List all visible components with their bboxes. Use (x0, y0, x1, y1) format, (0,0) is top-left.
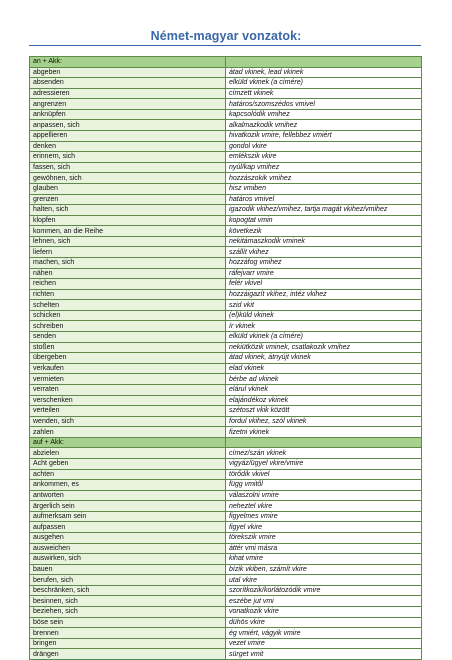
hungarian-meaning-cell: vonatkozik vkire (226, 607, 422, 618)
german-verb-cell: denken (30, 141, 226, 152)
german-verb-cell: abzielen (30, 448, 226, 459)
german-verb-cell: böse sein (30, 617, 226, 628)
hungarian-meaning-cell: szid vkit (226, 300, 422, 311)
hungarian-meaning-cell: nekiütközik vminek, csatlakozik vmihez (226, 342, 422, 353)
section-heading-blank (226, 437, 422, 448)
hungarian-meaning-cell: sürget vmit (226, 649, 422, 660)
hungarian-meaning-cell: átad vkinek, átnyújt vkinek (226, 353, 422, 364)
german-verb-cell: drängen (30, 649, 226, 660)
table-row (30, 257, 422, 268)
hungarian-meaning-cell: hivatkozik vmire, fellebbez vmiért (226, 131, 422, 142)
german-verb-cell: reichen (30, 279, 226, 290)
hungarian-meaning-cell: elküld vkinek (a címére) (226, 332, 422, 343)
table-row (30, 141, 422, 152)
hungarian-meaning-cell: fizetni vkinek (226, 427, 422, 438)
title-divider (29, 45, 421, 46)
german-verb-cell: fassen, sich (30, 162, 226, 173)
german-verb-cell: beschränken, sich (30, 585, 226, 596)
hungarian-meaning-cell: alkalmazkodik vmihez (226, 120, 422, 131)
table-row (30, 554, 422, 565)
table-row (30, 564, 422, 575)
hungarian-meaning-cell: hozzászokik vmihez (226, 173, 422, 184)
table-row (30, 109, 422, 120)
hungarian-meaning-cell: vezet vmire (226, 638, 422, 649)
table-row (30, 332, 422, 343)
german-verb-cell: schreiben (30, 321, 226, 332)
german-verb-cell: verkaufen (30, 363, 226, 374)
hungarian-meaning-cell: nekitámaszkodik vminek (226, 236, 422, 247)
table-row (30, 120, 422, 131)
hungarian-meaning-cell: gondol vkire (226, 141, 422, 152)
hungarian-meaning-cell: kihat vmire (226, 554, 422, 565)
hungarian-meaning-cell: válaszolni vmire (226, 490, 422, 501)
german-verb-cell: ärgerlich sein (30, 501, 226, 512)
german-verb-cell: machen, sich (30, 257, 226, 268)
german-verb-cell: übergeben (30, 353, 226, 364)
german-verb-cell: erinnern, sich (30, 152, 226, 163)
hungarian-meaning-cell: bízik vkiben, számít vkire (226, 564, 422, 575)
section-heading: auf + Akk: (30, 437, 226, 448)
table-row (30, 480, 422, 491)
table-row (30, 78, 422, 89)
german-verb-cell: brennen (30, 628, 226, 639)
table-row (30, 310, 422, 321)
hungarian-meaning-cell: eszébe jut vmi (226, 596, 422, 607)
hungarian-meaning-cell: elajándékoz vkinek (226, 395, 422, 406)
hungarian-meaning-cell: hozzáfog vmihez (226, 257, 422, 268)
hungarian-meaning-cell: felér vkivel (226, 279, 422, 290)
table-row (30, 363, 422, 374)
table-row (30, 342, 422, 353)
table-row (30, 458, 422, 469)
table-row (30, 585, 422, 596)
german-verb-cell: achten (30, 469, 226, 480)
table-row (30, 617, 422, 628)
hungarian-meaning-cell: ég vmiért, vágyik vmire (226, 628, 422, 639)
hungarian-meaning-cell: törődik vkivel (226, 469, 422, 480)
german-verb-cell: lehnen, sich (30, 236, 226, 247)
german-verb-cell: aufmerksam sein (30, 511, 226, 522)
table-row (30, 384, 422, 395)
german-verb-cell: zahlen (30, 427, 226, 438)
table-row (30, 321, 422, 332)
table-row (30, 501, 422, 512)
table-row (30, 173, 422, 184)
hungarian-meaning-cell: elárul vkinek (226, 384, 422, 395)
table-row (30, 268, 422, 279)
table-row (30, 247, 422, 258)
hungarian-meaning-cell: fordul vkihez, szól vkinek (226, 416, 422, 427)
hungarian-meaning-cell: elküld vkinek (a címére) (226, 78, 422, 89)
table-row (30, 649, 422, 660)
german-verb-cell: besinnen, sich (30, 596, 226, 607)
german-verb-cell: abgeben (30, 67, 226, 78)
hungarian-meaning-cell: emlékszik vkire (226, 152, 422, 163)
table-row (30, 131, 422, 142)
german-verb-cell: berufen, sich (30, 575, 226, 586)
german-verb-cell: wenden, sich (30, 416, 226, 427)
hungarian-meaning-cell: ír vkinek (226, 321, 422, 332)
table-row (30, 533, 422, 544)
table-row (30, 67, 422, 78)
hungarian-meaning-cell: figyel vkire (226, 522, 422, 533)
german-verb-cell: gewöhnen, sich (30, 173, 226, 184)
table-row (30, 152, 422, 163)
german-verb-cell: bringen (30, 638, 226, 649)
german-verb-cell: kommen, an die Reihe (30, 226, 226, 237)
table-row (30, 575, 422, 586)
table-row (30, 469, 422, 480)
table-row (30, 374, 422, 385)
german-verb-cell: beziehen, sich (30, 607, 226, 618)
german-verb-cell: liefern (30, 247, 226, 258)
table-row (30, 628, 422, 639)
hungarian-meaning-cell: hozzáigazít vkihez, intéz vkihez (226, 289, 422, 300)
hungarian-meaning-cell: kopogtat vmin (226, 215, 422, 226)
german-verb-cell: angrenzen (30, 99, 226, 110)
section-header-row (30, 57, 422, 68)
table-row (30, 215, 422, 226)
german-verb-cell: nähen (30, 268, 226, 279)
table-row (30, 448, 422, 459)
german-verb-cell: grenzen (30, 194, 226, 205)
hungarian-meaning-cell: szorítkozik/korlátozódik vmire (226, 585, 422, 596)
table-row (30, 416, 422, 427)
table-row (30, 183, 422, 194)
hungarian-meaning-cell: bérbe ad vkinek (226, 374, 422, 385)
hungarian-meaning-cell: függ vmitől (226, 480, 422, 491)
hungarian-meaning-cell: igazodik vkihez/vmihez, tartja magát vkihez/vmihez (226, 205, 422, 216)
table-row (30, 289, 422, 300)
table-row (30, 226, 422, 237)
hungarian-meaning-cell: nyúl/kap vmihez (226, 162, 422, 173)
german-verb-cell: anknüpfen (30, 109, 226, 120)
section-header-row (30, 437, 422, 448)
table-row (30, 395, 422, 406)
hungarian-meaning-cell: neheztel vkire (226, 501, 422, 512)
table-row (30, 596, 422, 607)
german-verb-cell: ankommen, es (30, 480, 226, 491)
german-verb-cell: halten, sich (30, 205, 226, 216)
german-verb-cell: schicken (30, 310, 226, 321)
hungarian-meaning-cell: címzett vkinek (226, 88, 422, 99)
hungarian-meaning-cell: ráfejvarr vmire (226, 268, 422, 279)
table-row (30, 194, 422, 205)
german-verb-cell: schelten (30, 300, 226, 311)
hungarian-meaning-cell: kapcsolódik vmihez (226, 109, 422, 120)
hungarian-meaning-cell: vigyáz/ügyel vkire/vmire (226, 458, 422, 469)
german-verb-cell: bauen (30, 564, 226, 575)
hungarian-meaning-cell: dühös vkire (226, 617, 422, 628)
hungarian-meaning-cell: figyelmes vmire (226, 511, 422, 522)
german-verb-cell: anpassen, sich (30, 120, 226, 131)
hungarian-meaning-cell: következik (226, 226, 422, 237)
german-verb-cell: richten (30, 289, 226, 300)
table-row (30, 511, 422, 522)
german-verb-cell: stoßen (30, 342, 226, 353)
hungarian-meaning-cell: átad vkinek, lead vkinek (226, 67, 422, 78)
table-row (30, 406, 422, 417)
section-heading-blank (226, 57, 422, 68)
table-row (30, 88, 422, 99)
german-verb-cell: adressieren (30, 88, 226, 99)
table-row (30, 607, 422, 618)
german-verb-cell: ausweichen (30, 543, 226, 554)
hungarian-meaning-cell: hisz vmiben (226, 183, 422, 194)
table-row (30, 543, 422, 554)
german-verb-cell: antworten (30, 490, 226, 501)
hungarian-meaning-cell: elad vkinek (226, 363, 422, 374)
hungarian-meaning-cell: határos/szomszédos vmivel (226, 99, 422, 110)
table-row (30, 353, 422, 364)
hungarian-meaning-cell: határos vmivel (226, 194, 422, 205)
german-verb-cell: appellieren (30, 131, 226, 142)
table-row (30, 99, 422, 110)
page-title: Német-magyar vonzatok: (150, 29, 302, 43)
german-verb-cell: aufpassen (30, 522, 226, 533)
german-verb-cell: klopfen (30, 215, 226, 226)
vocabulary-table (29, 56, 422, 660)
hungarian-meaning-cell: szállít vkihez (226, 247, 422, 258)
table-row (30, 522, 422, 533)
german-verb-cell: verschenken (30, 395, 226, 406)
hungarian-meaning-cell: áttér vmi másra (226, 543, 422, 554)
german-verb-cell: verteilen (30, 406, 226, 417)
table-row (30, 300, 422, 311)
section-heading: an + Akk: (30, 57, 226, 68)
german-verb-cell: absenden (30, 78, 226, 89)
german-verb-cell: senden (30, 332, 226, 343)
german-verb-cell: Acht geben (30, 458, 226, 469)
german-verb-cell: glauben (30, 183, 226, 194)
table-row (30, 490, 422, 501)
table-row (30, 279, 422, 290)
table-row (30, 236, 422, 247)
hungarian-meaning-cell: (el)küld vkinek (226, 310, 422, 321)
hungarian-meaning-cell: szétoszt vkik között (226, 406, 422, 417)
table-row (30, 162, 422, 173)
hungarian-meaning-cell: utal vkire (226, 575, 422, 586)
table-row (30, 427, 422, 438)
hungarian-meaning-cell: címez/szán vkinek (226, 448, 422, 459)
german-verb-cell: ausgehen (30, 533, 226, 544)
german-verb-cell: auswirken, sich (30, 554, 226, 565)
german-verb-cell: verraten (30, 384, 226, 395)
hungarian-meaning-cell: törekszik vmire (226, 533, 422, 544)
table-row (30, 205, 422, 216)
german-verb-cell: vermieten (30, 374, 226, 385)
